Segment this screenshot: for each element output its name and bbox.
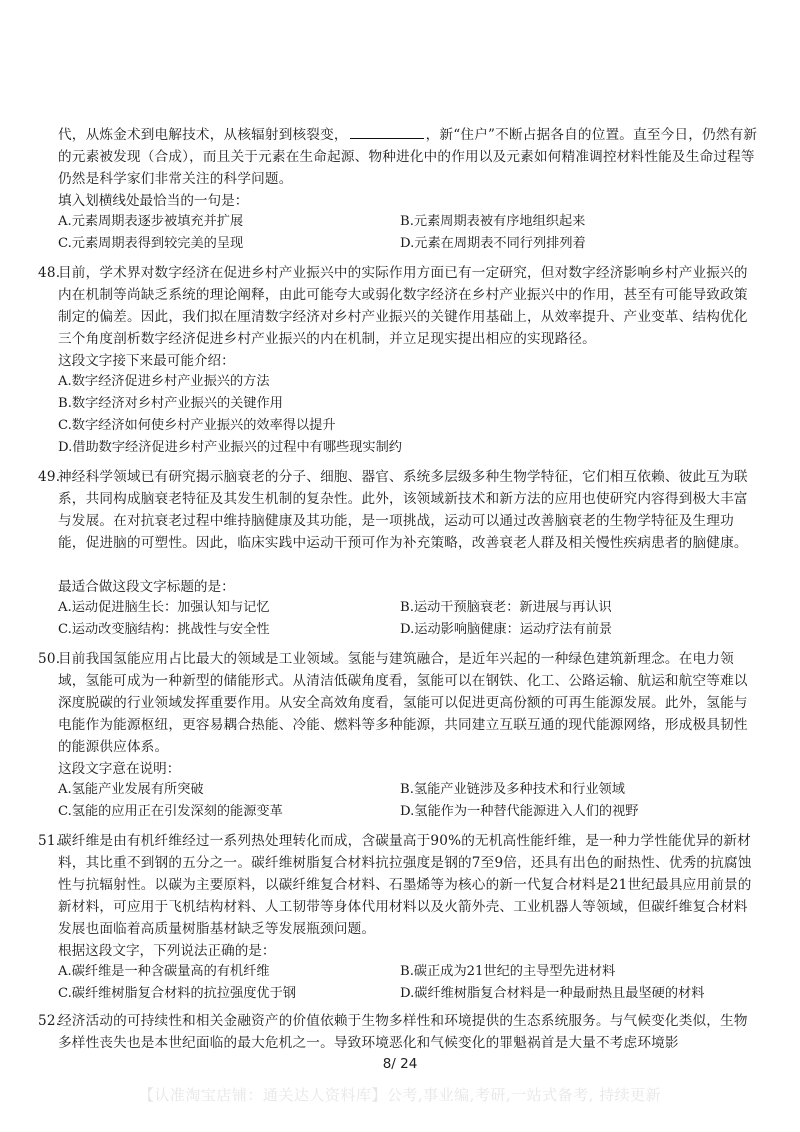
q52-passage: 经济活动的可持续性和相关金融资产的价值依赖于生物多样性和环境提供的生态系统服务。与气候变化类似，生物多样性丧失也是本世纪面临的最大危机之一。导致环境恶化和气候变化的罪魁祸首是大量不考虑环境影 [58,1013,748,1051]
q50-option-c[interactable]: C.氢能的应用正在引发深刻的能源变革 [58,804,283,819]
q48-prompt: 这段文字接下来最可能介绍： [58,353,235,369]
q49-option-b[interactable]: B.运动干预脑衰老：新进展与再认识 [400,600,612,615]
q51-option-a[interactable]: A.碳纤维是一种含碳量高的有机纤维 [58,964,270,979]
q50-option-b[interactable]: B.氢能产业链涉及多种技术和行业领域 [400,782,625,797]
q47-option-d[interactable]: D.元素在周期表不同行列排列着 [400,236,586,251]
q49-passage: 神经科学领域已有研究揭示脑衰老的分子、细胞、器官、系统多层级多种生物学特征，它们相互依赖、彼此互为联系，共同构成脑衰老特征及其发生机制的复杂性。此外，该领域新技术和新方法的应用也使研究内容得到极大丰富与发展。在对抗衰老过程中维持脑健康及其功能，是一项挑战，运动可以通过改善脑衰老的生物学特征及生理功能，促进脑的可塑性。因此，临床实践中运动干预可作为补充策略，改善衰老人群及相关慢性疾病患者的脑健康。 [58,469,748,551]
q49-option-a[interactable]: A.运动促进脑生长：加强认知与记忆 [58,600,270,615]
q48-block [38,262,760,350]
q50-passage: 目前我国氢能应用占比最大的领域是工业领域。氢能与建筑融合，是近年兴起的一种绿色建筑新理念。在电力领域，氢能可成为一种新型的储能形式。从清洁低碳角度看，氢能可以在钢铁、化工、公路运输、航运和航空等难以深度脱碳的行业领域发挥重要作用。从安全高效角度看，氢能可以促进更高份额的可再生能源发展。此外，氢能与电能作为能源枢纽，更容易耦合热能、冷能、燃料等多种能源，共同建立互联互通的现代能源网络，形成极具韧性的能源供应体系。 [58,651,748,755]
q48-number: 48. [38,265,61,281]
q47-option-b[interactable]: B.元素周期表被有序地组织起来 [400,214,586,229]
q51-option-b[interactable]: B.碳正成为21世纪的主导型先进材料 [400,964,616,979]
q50-block [38,648,760,758]
q47-blank [350,124,424,139]
q52-number: 52. [38,1013,61,1029]
q51-option-d[interactable]: D.碳纤维树脂复合材料是一种最耐热且最坚硬的材料 [400,986,705,1001]
q49-number: 49. [38,469,61,485]
q51-passage: 碳纤维是由有机纤维经过一系列热处理转化而成，含碳量高于90%的无机高性能纤维，是一种力学性能优异的新材料，其比重不到钢的五分之一。碳纤维树脂复合材料抗拉强度是钢的7至9倍，还具有出色的耐热性、优秀的抗腐蚀性与抗辐射性。以碳为主要原料，以碳纤维复合材料、石墨烯等为核心的新一代复合材料是21世纪最具应用前景的新材料，可应用于飞机结构材料、人工韧带等身体代用材料以及火箭外壳、工业机器人等领域，但碳纤维复合材料发展也面临着高质量树脂基材缺乏等发展瓶颈问题。 [58,833,752,937]
q48-option-a[interactable]: A.数字经济促进乡村产业振兴的方法 [58,374,270,389]
q50-option-d[interactable]: D.氢能作为一种替代能源进入人们的视野 [400,804,639,819]
q47-text-part1: 代，从炼金术到电解技术，从核辐射到核裂变， [58,127,348,143]
q50-number: 50. [38,651,61,667]
q51-option-c[interactable]: C.碳纤维树脂复合材料的抗拉强度优于钢 [58,986,296,1001]
q47-passage [58,124,758,190]
q47-text-part2: ，新“住户”不断占据各自的位置。直至今日，仍然有新的元素被发现（合成），而且关于元素在生命起源、物种进化中的作用以及元素如何精准调控材料性能及生命过程等仍然是科学家们非常关注的科学问题。 [58,127,758,187]
q47-option-a[interactable]: A.元素周期表逐步被填充并扩展 [58,214,244,229]
q48-option-b[interactable]: B.数字经济对乡村产业振兴的关键作用 [58,396,283,411]
q50-option-a[interactable]: A.氢能产业发展有所突破 [58,782,204,797]
q49-prompt: 最适合做这段文字标题的是： [58,579,235,595]
q47-option-c[interactable]: C.元素周期表得到较完美的呈现 [58,236,244,251]
q49-option-c[interactable]: C.运动改变脑结构：挑战性与安全性 [58,622,270,637]
page-number: 8/ 24 [382,1056,418,1072]
q51-number: 51. [38,833,61,849]
q51-prompt: 根据这段文字，下列说法正确的是： [58,943,276,959]
q48-passage: 目前，学术界对数字经济在促进乡村产业振兴中的实际作用方面已有一定研究，但对数字经济影响乡村产业振兴的内在机制等尚缺乏系统的理论阐释，由此可能夸大或弱化数字经济在乡村产业振兴中的作用，甚至有可能导致政策制定的偏差。因此，我们拟在厘清数字经济对乡村产业振兴的关键作用基础上，从效率提升、产业变革、结构优化三个角度剖析数字经济促进乡村产业振兴的内在机制，并立足现实提出相应的实现路径。 [58,265,748,347]
q49-option-d[interactable]: D.运动影响脑健康：运动疗法有前景 [400,622,613,637]
q48-option-c[interactable]: C.数字经济如何使乡村产业振兴的效率得以提升 [58,418,336,433]
q50-prompt: 这段文字意在说明： [58,761,181,777]
q49-block [38,466,760,554]
q51-block [38,830,760,940]
q52-block [38,1010,760,1054]
q48-option-d[interactable]: D.借助数字经济促进乡村产业振兴的过程中有哪些现实制约 [58,440,402,455]
q47-prompt: 填入划横线处最恰当的一句是： [58,193,249,209]
watermark-footer: 【认准淘宝店铺：通关达人资料库】公考,事业编,考研,一站式备考, 持续更新 [138,1086,662,1104]
